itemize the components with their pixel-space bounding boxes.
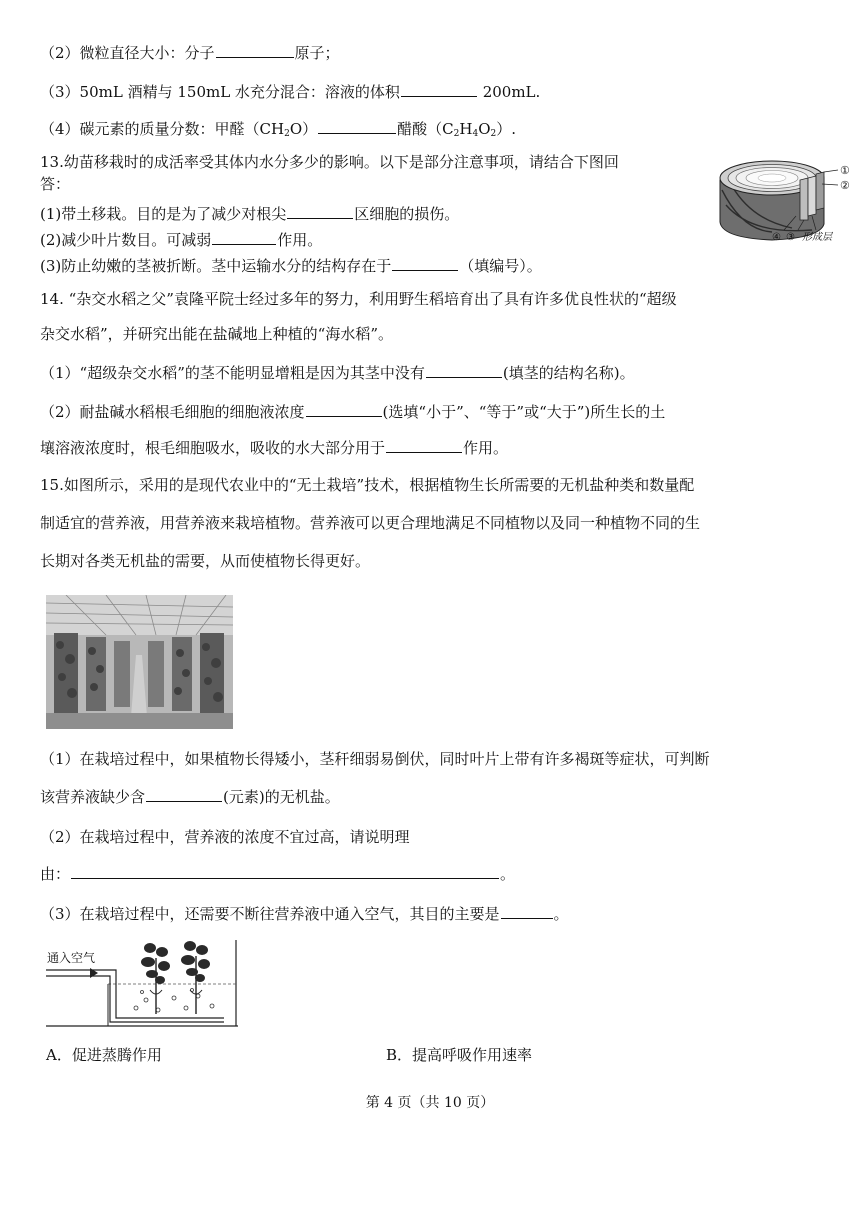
aeration-diagram xyxy=(46,938,238,1028)
answer-blank[interactable] xyxy=(401,81,477,97)
q12-part2: （2）微粒直径大小：分子 原子； xyxy=(40,44,340,62)
q15-item2-line2: 由： 。 xyxy=(40,865,516,883)
aeration-image xyxy=(46,938,238,1028)
q13-stem-line1: 13.幼苗移栽时的成活率受其体内水分多少的影响。以下是部分注意事项，请结合下图回 xyxy=(40,153,619,171)
q14-item2: （2）耐盐碱水稻根毛细胞的细胞液浓度 (选填“小于”、“等于”或“大于”)所生长的土 xyxy=(40,403,666,421)
answer-blank[interactable] xyxy=(287,203,353,219)
q12-part4: （4）碳元素的质量分数：甲醛$(CH_2O)$ 醋酸$(C_2H_4O_2)$. xyxy=(40,120,517,139)
q14-item1: （1）“超级杂交水稻”的茎不能明显增粗是因为其茎中没有 (填茎的结构名称)。 xyxy=(40,364,635,382)
q14-stem-line2: 杂交水稻”，并研究出能在盐碱地上种植的“海水稻”。 xyxy=(40,325,394,343)
answer-blank[interactable] xyxy=(71,863,499,879)
q15-item1-line2: 该营养液缺少含 (元素)的无机盐。 xyxy=(40,788,340,806)
stem-cross-section-figure xyxy=(712,150,857,245)
label-2: ② xyxy=(840,179,850,192)
q14-stem-line1: 14. “杂交水稻之父”袁隆平院士经过多年的努力，利用野生稻培育出了具有许多优良性状的“超级 xyxy=(40,290,677,308)
q12-part3: （3）50mL 酒精与 150mL 水充分混合：溶液的体积 200mL. xyxy=(40,83,541,101)
answer-blank[interactable] xyxy=(146,786,222,802)
q15-item3: （3）在栽培过程中，还需要不断往营养液中通入空气，其目的主要是 。 xyxy=(40,905,569,923)
option-b[interactable]: B．提高呼吸作用速率 xyxy=(386,1046,533,1064)
greenhouse-photo xyxy=(46,595,233,729)
answer-blank[interactable] xyxy=(318,118,396,134)
label-4: ④ xyxy=(772,232,781,243)
option-a[interactable]: A．促进蒸腾作用 xyxy=(46,1046,162,1064)
q14-item2-cont: 壤溶液浓度时，根毛细胞吸水，吸收的水大部分用于 作用。 xyxy=(40,439,509,457)
q13-item2: (2)减少叶片数目。可减弱 作用。 xyxy=(40,231,323,249)
stem-diagram-image xyxy=(712,150,857,245)
q15-stem-line3: 长期对各类无机盐的需要，从而使植物长得更好。 xyxy=(40,552,371,570)
q15-stem-line2: 制适宜的营养液，用营养液来栽培植物。营养液可以更合理地满足不同植物以及同一种植物不同的生 xyxy=(40,514,701,532)
greenhouse-image xyxy=(46,595,233,729)
answer-blank[interactable] xyxy=(306,401,382,417)
answer-blank[interactable] xyxy=(426,362,502,378)
q13-item1: (1)带土移栽。目的是为了减少对根尖 区细胞的损伤。 xyxy=(40,205,460,223)
page-footer: 第 4 页（共 10 页） xyxy=(365,1095,495,1111)
q15-stem-line1: 15.如图所示，采用的是现代农业中的“无土栽培”技术，根据植物生长所需要的无机盐种类和数量配 xyxy=(40,476,695,494)
label-cambium: 形成层 xyxy=(802,232,832,243)
answer-blank[interactable] xyxy=(392,255,458,271)
label-1: ① xyxy=(840,164,850,177)
label-3: ③ xyxy=(786,232,795,243)
q15-item1-line1: （1）在栽培过程中，如果植物长得矮小，茎秆细弱易倒伏，同时叶片上带有许多褐斑等症状，可判断 xyxy=(40,750,710,768)
answer-blank[interactable] xyxy=(386,437,462,453)
answer-blank[interactable] xyxy=(501,903,553,919)
answer-blank[interactable] xyxy=(216,42,294,58)
q15-item2-line1: （2）在栽培过程中，营养液的浓度不宜过高，请说明理 xyxy=(40,828,410,846)
answer-blank[interactable] xyxy=(212,229,276,245)
q13-stem-line2: 答： xyxy=(40,175,71,193)
air-inlet-label: 通入空气 xyxy=(47,951,96,965)
q13-item3: (3)防止幼嫩的茎被折断。茎中运输水分的结构存在于 （填编号）。 xyxy=(40,257,542,275)
